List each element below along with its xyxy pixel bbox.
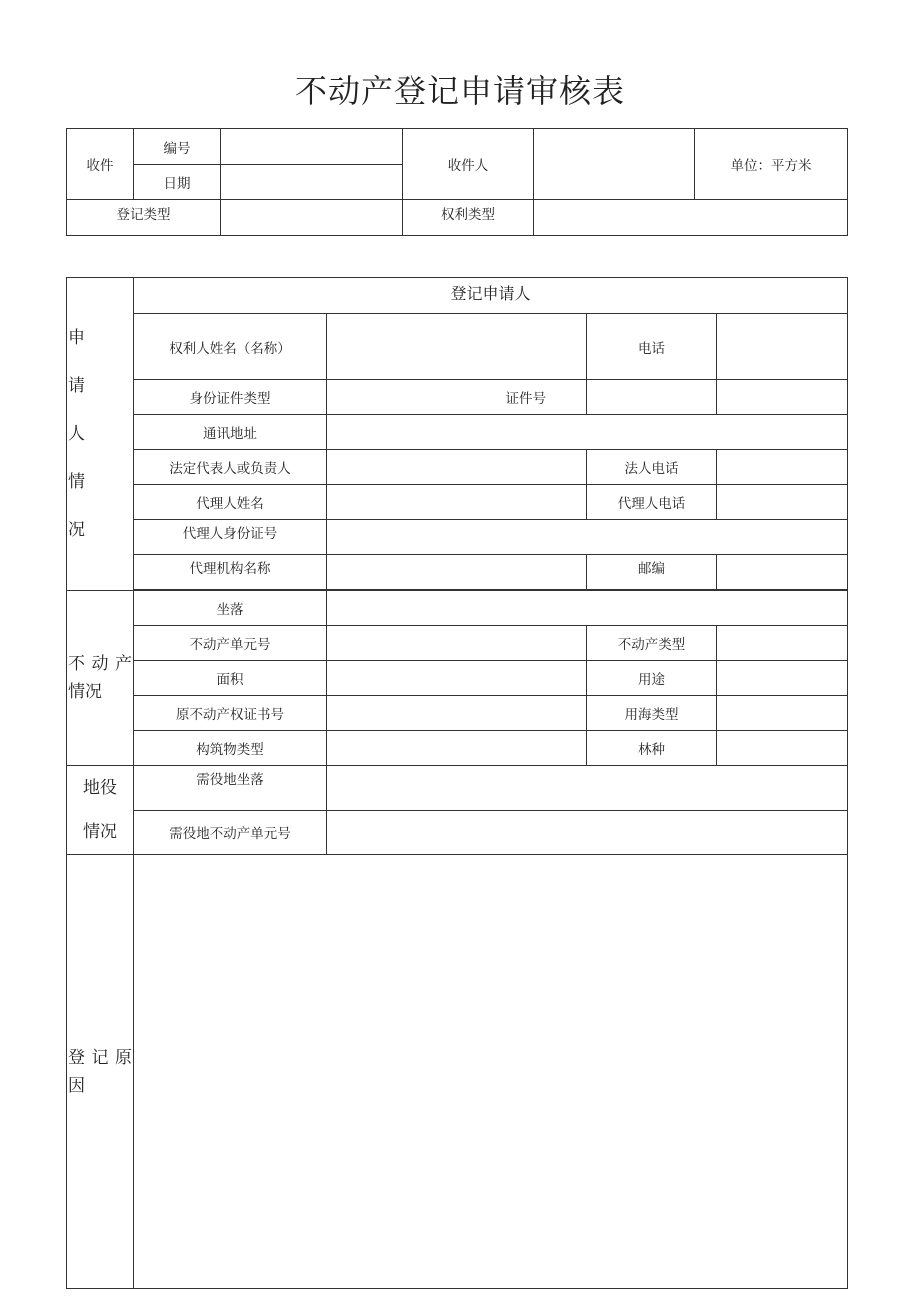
prop-type-field[interactable]: [717, 626, 848, 661]
postcode-label: 邮编: [587, 555, 717, 590]
phone-label: 电话: [587, 314, 717, 380]
orig-cert-label: 原不动产权证书号: [134, 696, 327, 731]
holder-name-label: 权利人姓名（名称）: [134, 314, 327, 380]
applicant-side-label: [67, 278, 134, 591]
agent-name-label: 代理人姓名: [134, 485, 327, 520]
usage-label: 用途: [587, 661, 717, 696]
page-title: 不动产登记申请审核表: [294, 72, 625, 110]
legal-phone-field[interactable]: [717, 450, 848, 485]
area-field[interactable]: [327, 661, 587, 696]
applicant-side-char: 申: [68, 328, 85, 348]
property-side-label: 不动产情况: [67, 591, 134, 766]
number-field[interactable]: [221, 129, 403, 165]
agency-name-field[interactable]: [327, 555, 587, 590]
servient-unit-field[interactable]: [327, 810, 848, 855]
location-field[interactable]: [327, 591, 848, 626]
agent-phone-field[interactable]: [717, 485, 848, 520]
usage-field[interactable]: [717, 661, 848, 696]
reason-field[interactable]: [134, 855, 848, 1289]
legal-rep-field[interactable]: [327, 450, 587, 485]
receiver-label: 收件人: [403, 129, 534, 200]
easement-side-line: 地役: [83, 778, 117, 798]
agent-name-field[interactable]: [327, 485, 587, 520]
applicant-section-head: 登记申请人: [134, 278, 848, 314]
unit-label: 单位：平方米: [695, 129, 848, 200]
agent-id-field[interactable]: [327, 520, 848, 555]
legal-rep-label: 法定代表人或负责人: [134, 450, 327, 485]
reg-type-label: 登记类型: [67, 200, 221, 236]
location-label: 坐落: [134, 591, 327, 626]
agency-name-label: 代理机构名称: [134, 555, 327, 590]
number-label: 编号: [134, 129, 221, 165]
id-no-field[interactable]: [587, 380, 717, 415]
servient-unit-label: 需役地不动产单元号: [134, 810, 327, 855]
date-field[interactable]: [221, 165, 403, 200]
holder-name-field[interactable]: [327, 314, 587, 380]
receipt-label: 收件: [67, 129, 134, 200]
orig-cert-field[interactable]: [327, 696, 587, 731]
tree-type-field[interactable]: [717, 731, 848, 766]
postcode-field[interactable]: [717, 555, 848, 590]
reason-side-label: 登记原因: [67, 855, 134, 1289]
building-type-label: 构筑物类型: [134, 731, 327, 766]
easement-side-line: 情况: [83, 822, 117, 842]
agent-id-label: 代理人身份证号: [134, 520, 327, 555]
sea-type-field[interactable]: [717, 696, 848, 731]
receipt-table: [66, 128, 848, 236]
legal-phone-label: 法人电话: [587, 450, 717, 485]
id-no-label: 证件号: [327, 380, 587, 415]
applicant-side-char: 情: [68, 472, 85, 492]
tree-type-label: 林种: [587, 731, 717, 766]
applicant-side-char: 人: [68, 424, 85, 444]
right-type-field[interactable]: [534, 200, 848, 236]
phone-field[interactable]: [717, 314, 848, 380]
prop-type-label: 不动产类型: [587, 626, 717, 661]
easement-side-label: [67, 766, 134, 855]
unit-no-field[interactable]: [327, 626, 587, 661]
agent-phone-label: 代理人电话: [587, 485, 717, 520]
application-table: [66, 277, 848, 1289]
receiver-field[interactable]: [534, 129, 695, 200]
applicant-side-char: 请: [68, 376, 85, 396]
address-label: 通讯地址: [134, 415, 327, 450]
sea-type-label: 用海类型: [587, 696, 717, 731]
servient-location-field[interactable]: [327, 766, 848, 811]
date-label: 日期: [134, 165, 221, 200]
servient-location-label: 需役地坐落: [134, 766, 327, 811]
id-no-field-extra[interactable]: [717, 380, 848, 415]
building-type-field[interactable]: [327, 731, 587, 766]
unit-no-label: 不动产单元号: [134, 626, 327, 661]
area-label: 面积: [134, 661, 327, 696]
right-type-label: 权利类型: [403, 200, 534, 236]
id-type-label: 身份证件类型: [134, 380, 327, 415]
address-field[interactable]: [327, 415, 848, 450]
applicant-side-char: 况: [68, 520, 85, 540]
reg-type-field[interactable]: [221, 200, 403, 236]
